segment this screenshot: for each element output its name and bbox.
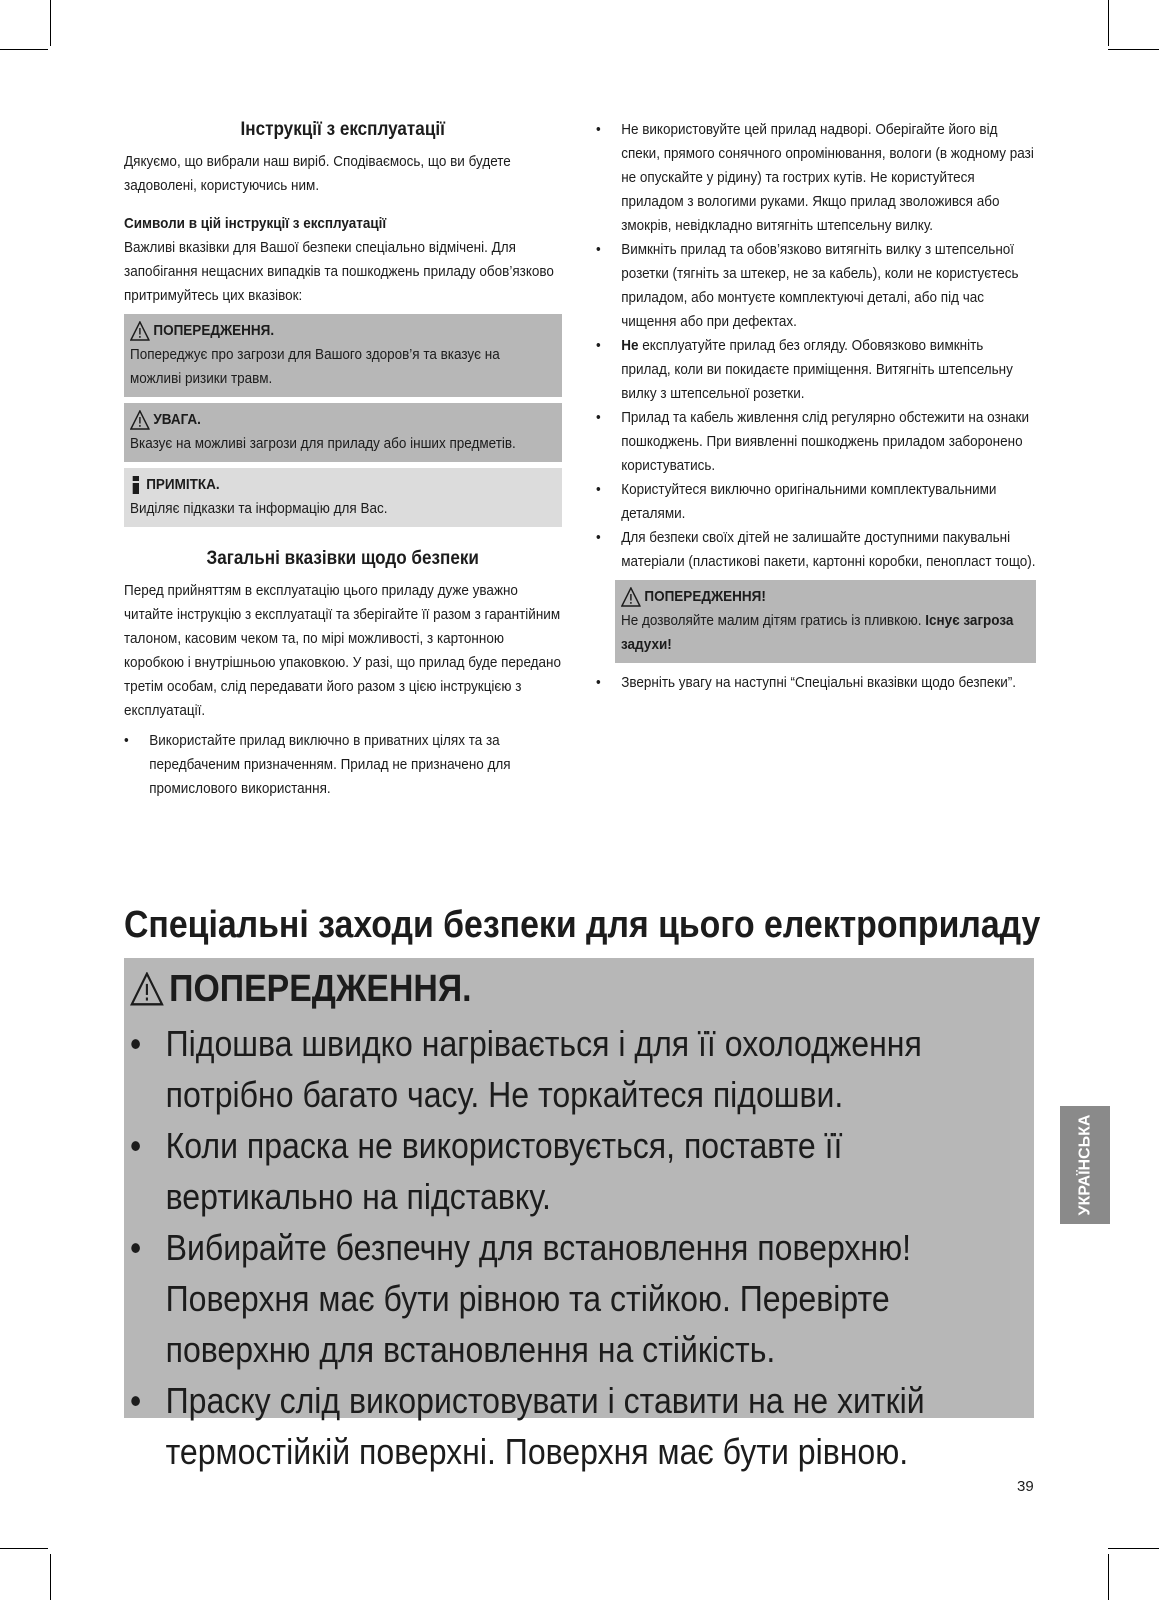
language-tab-label: УКРАЇНСЬКА: [1076, 1114, 1094, 1216]
child-warning-box: [615, 580, 1036, 663]
list-item-text: експлуатуйте прилад без огляду. Обовязково вимкніть прилад, коли ви покидаєте приміщення. Витягніть штепсельну вилку з штепсельної розетки.: [621, 337, 1013, 402]
list-item: • Для безпеки своїх дітей не залишайте доступними пакувальні матеріали (пластикові пакети, картонні коробки, пенопласт тощо).: [596, 526, 1036, 574]
left-bullet-list: [124, 729, 561, 801]
special-section-title: Спеціальні заходи безпеки для цього електроприладу: [124, 904, 1041, 946]
list-item: • Вимкніть прилад та обов’язково витягніть вилку з штепсельної розетки (тягніть за штекер, не за кабель), коли не користуєтесь приладом, або монтуєте комплектуючі деталі, або під час чищення або при дефектах.: [596, 238, 1036, 334]
note-text: Виділяє підказки та інформацію для Вас.: [130, 500, 388, 517]
symbols-heading: Символи в цій інструкції з експлуатації: [124, 215, 387, 232]
safety-heading: Загальні вказівки щодо безпеки: [206, 548, 479, 569]
crop-mark: [50, 1554, 51, 1600]
intro-text: Дякуємо, що вибрали наш виріб. Сподіваємось, що ви будете задоволені, користуючись ним.: [124, 153, 511, 194]
warning-triangle-icon: [621, 587, 641, 607]
safety-text: Перед прийняттям в експлуатацію цього приладу дуже уважно читайте інструкцію з експлуатації та зберігайте її разом з гарантійним талоном, касовим чеком та, по мірі можливості, з картонною коробкою і внутрішньою упаковкою. У разі, що прилад буде передано третім особам, слід передавати його разом з цією інструкцією з експлуатації.: [124, 582, 562, 719]
right-column: [596, 118, 1036, 695]
note-title: ПРИМІТКА.: [146, 476, 220, 493]
language-tab: [1060, 1106, 1110, 1224]
special-bullet-list: [130, 1018, 1029, 1477]
right-bullet-list-2: [596, 671, 1036, 695]
list-item: [596, 334, 1036, 406]
list-item: • Використайте прилад виключно в приватних цілях та за передбаченим призначенням. Прилад не призначено для промислового використання.: [124, 729, 561, 801]
list-item: • Зверніть увагу на наступні “Спеціальні вказівки щодо безпеки”.: [596, 671, 1036, 695]
page-number: 39: [1017, 1478, 1034, 1495]
child-warning-bold: Існує загроза задухи!: [621, 612, 1014, 653]
symbols-text: Важливі вказівки для Вашої безпеки спеціально відмічені. Для запобігання нещасних випадків та пошкоджень приладу обов’язково притримуйтесь цих вказівок:: [124, 239, 554, 304]
special-warning-title: ПОПЕРЕДЖЕННЯ.: [169, 968, 472, 1010]
crop-mark: [50, 0, 51, 46]
list-item: • Вибирайте безпечну для встановлення поверхню! Поверхня має бути рівною та стійкою. Перевірте поверхню для встановлення на стійкість.: [130, 1222, 1029, 1375]
crop-mark: [1108, 49, 1159, 50]
child-warning-body: Не дозволяйте малим дітям гратись із пливкою.: [621, 612, 926, 629]
list-item: • Підошва швидко нагрівається і для її охолодження потрібно багато часу. Не торкайтеся підошви.: [130, 1018, 1029, 1120]
list-item: • Не використовуйте цей прилад надворі. Оберігайте його від спеки, прямого сонячного опромінювання, вологи (в жодному разі не опускайте у рідину) та гострих кутів. Не користуйтеся приладом з вологими руками. Якщо прилад зволожився або змокрів, невідкладно витягніть штепсельну вилку.: [596, 118, 1036, 238]
caution-title: УВАГА.: [153, 411, 201, 428]
info-icon: [130, 475, 143, 495]
list-item: • Прилад та кабель живлення слід регулярно обстежити на ознаки пошкоджень. При виявленні пошкоджень приладом заборонено користуватись.: [596, 406, 1036, 478]
list-item: • Користуйтеся виключно оригінальними комплектувальними деталями.: [596, 478, 1036, 526]
warning-title: ПОПЕРЕДЖЕННЯ.: [153, 322, 275, 339]
child-warning-text: [621, 609, 1022, 657]
list-item: • Праску слід використовувати і ставити на не хиткій термостійкій поверхні. Поверхня має бути рівною.: [130, 1375, 1029, 1477]
bold-word: Не: [621, 337, 639, 354]
note-box: [124, 468, 562, 527]
crop-mark: [1108, 1548, 1159, 1549]
crop-mark: [1108, 0, 1109, 46]
right-bullet-list: [596, 118, 1036, 574]
left-column: [124, 118, 562, 801]
child-warning-title: ПОПЕРЕДЖЕННЯ!: [644, 588, 766, 605]
warning-text: Попереджує про загрози для Вашого здоров’я та вказує на можливі ризики травм.: [130, 346, 500, 387]
caution-text: Вказує на можливі загрози для приладу або інших предметів.: [130, 435, 516, 452]
instructions-heading: Інструкції з експлуатації: [240, 119, 445, 140]
crop-mark: [0, 1548, 48, 1549]
warning-triangle-icon: [130, 321, 150, 341]
caution-box: [124, 403, 562, 462]
crop-mark: [1108, 1554, 1109, 1600]
warning-triangle-icon: [130, 410, 150, 430]
special-warning-box: [124, 958, 1034, 1472]
crop-mark: [0, 49, 48, 50]
list-item: • Коли праска не використовується, поставте її вертикально на підставку.: [130, 1120, 1029, 1222]
warning-triangle-icon: [130, 972, 164, 1006]
warning-box: [124, 314, 562, 397]
